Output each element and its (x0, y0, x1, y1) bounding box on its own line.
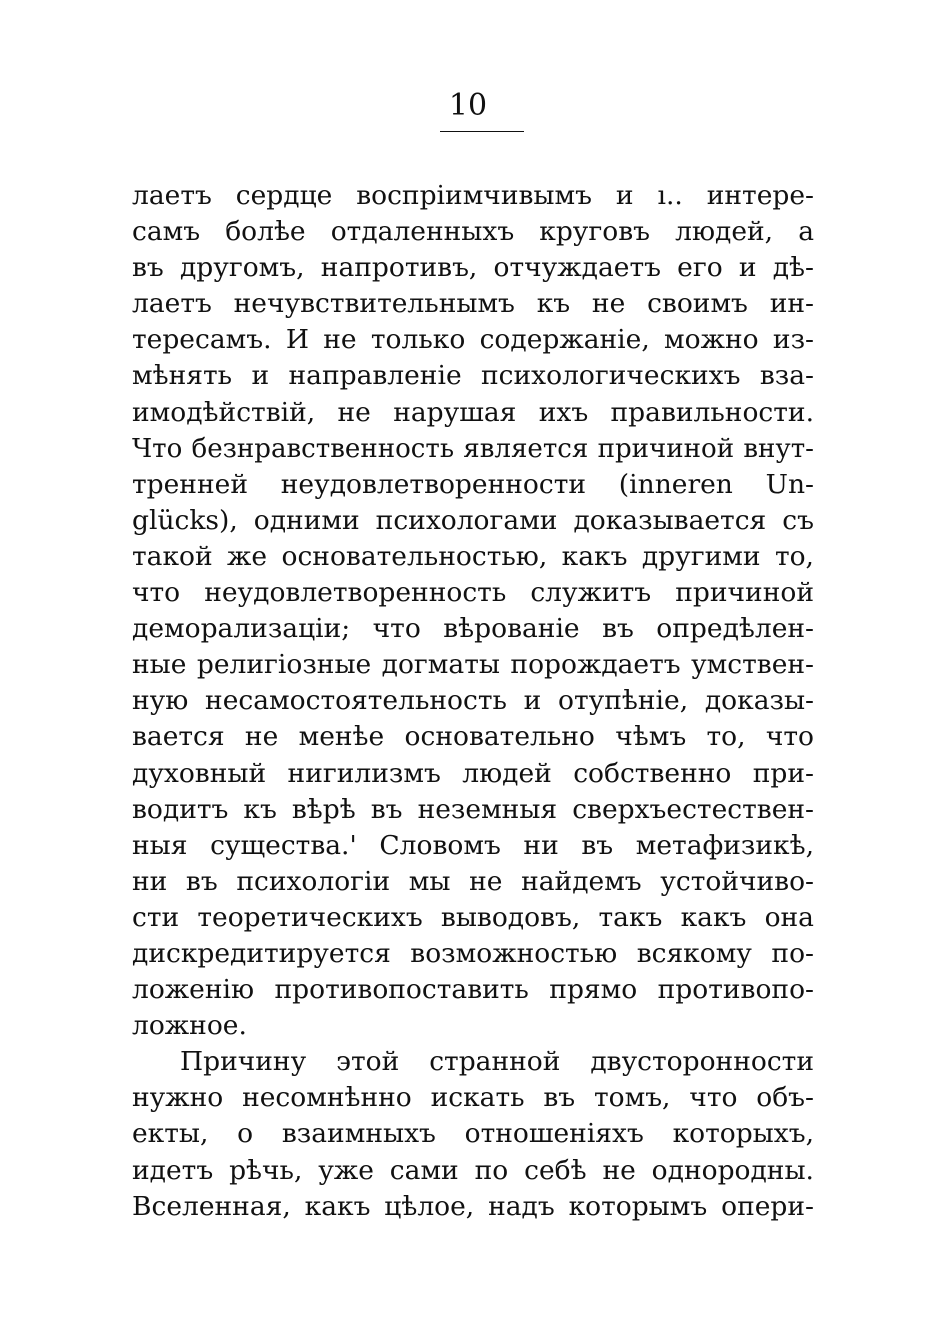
text-line: мѣнять и направленіе психологическихъ вза- (132, 360, 814, 392)
text-line: дискредитируется возможностью всякому по- (132, 937, 814, 969)
text-line: духовный нигилизмъ людей собственно при- (132, 757, 814, 789)
text-line: нужно несомнѣнно искать въ томъ, что объ- (132, 1082, 814, 1114)
text-line: сти теоретическихъ выводовъ, такъ какъ она (132, 901, 814, 933)
text-line: екты, о взаимныхъ отношеніяхъ которыхъ, (132, 1118, 814, 1150)
text-line: тересамъ. И не только содержаніе, можно из- (132, 324, 814, 356)
text-line: тренней неудовлетворенности (inneren Un- (132, 468, 814, 500)
paragraph (132, 1044, 814, 1224)
text-line: ни въ психологіи мы не найдемъ устойчиво- (132, 865, 814, 897)
text-line: лаетъ нечувствительнымъ къ не своимъ ин- (132, 288, 814, 320)
text-line: Вселенная, какъ цѣлое, надъ которымъ опери- (132, 1190, 814, 1222)
text-line: имодѣйствій, не нарушая ихъ правильности. (132, 396, 814, 428)
text-line: идетъ рѣчь, уже сами по себѣ не однородны. (132, 1154, 814, 1186)
text-line: ную несамостоятельность и отупѣніе, доказы- (132, 685, 814, 717)
body-text (132, 178, 814, 1225)
text-line: ныя существа.' Словомъ ни въ метафизикѣ, (132, 829, 814, 861)
text-line: ложенію противопоставить прямо противопо- (132, 974, 814, 1006)
header-rule (440, 131, 524, 132)
text-line: ложное. (132, 1010, 247, 1042)
text-line: что неудовлетворенность служитъ причиной (132, 577, 814, 609)
paragraph (132, 178, 814, 1044)
text-line: самъ болѣе отдаленныхъ круговъ людей, а (132, 216, 814, 248)
text-line: ные религіозные догматы порождаетъ умствен- (132, 649, 814, 681)
text-line: вается не менѣе основательно чѣмъ то, что (132, 721, 814, 753)
text-line: лаетъ сердце воспріимчивымъ и ı.. интере- (132, 180, 814, 211)
text-line: glücks), одними психологами доказывается съ (132, 504, 814, 536)
page-number: 10 (448, 88, 488, 123)
text-line: деморализаціи; что вѣрованіе въ опредѣлен- (132, 613, 814, 645)
text-line: водитъ къ вѣрѣ въ неземныя сверхъестествен- (132, 793, 814, 825)
text-line: Причину этой странной двусторонности (180, 1046, 814, 1078)
text-line: въ другомъ, напротивъ, отчуждаетъ его и дѣ- (132, 252, 814, 284)
text-line: такой же основательностью, какъ другими то, (132, 540, 814, 572)
text-line: Что безнравственность является причиной внут- (132, 433, 814, 464)
